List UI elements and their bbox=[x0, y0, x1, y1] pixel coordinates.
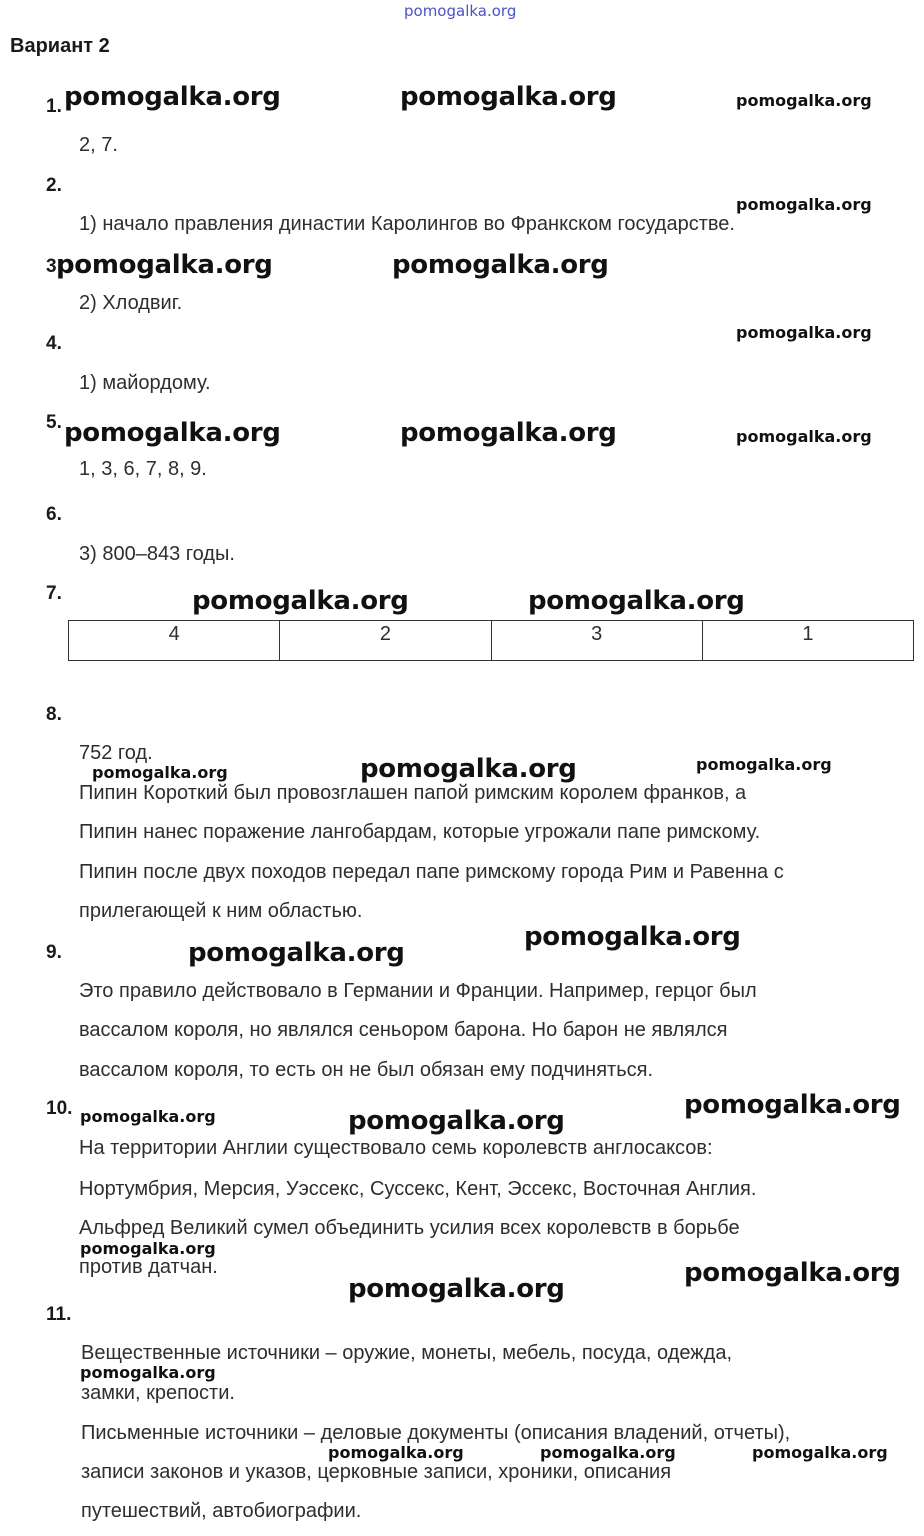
watermark: pomogalka.org bbox=[736, 195, 872, 214]
answer-9-line: вассалом короля, но являлся сеньором барона. Но барон не являлся bbox=[79, 1019, 728, 1041]
question-number-8: 8. bbox=[46, 704, 62, 725]
answer-10-line: На территории Англии существовало семь королевств англосаксов: bbox=[79, 1137, 713, 1159]
answer-10-line: против датчан. bbox=[79, 1256, 218, 1278]
question-number-3: 3 bbox=[46, 256, 57, 277]
watermark: pomogalka.org bbox=[56, 250, 273, 280]
watermark: pomogalka.org bbox=[64, 82, 281, 112]
answer-1: 2, 7. bbox=[79, 134, 118, 156]
watermark: pomogalka.org bbox=[540, 1443, 676, 1462]
question-number-7: 7. bbox=[46, 583, 62, 604]
answer-8-line: прилегающей к ним областью. bbox=[79, 900, 363, 922]
watermark: pomogalka.org bbox=[80, 1107, 216, 1126]
watermark: pomogalka.org bbox=[400, 82, 617, 112]
answer-8-line: Пипин после двух походов передал папе римскому города Рим и Равенна с bbox=[79, 861, 784, 883]
watermark: pomogalka.org bbox=[524, 922, 741, 952]
answer-7-cell: 3 bbox=[491, 621, 702, 661]
answer-6: 3) 800–843 годы. bbox=[79, 543, 235, 565]
watermark: pomogalka.org bbox=[348, 1106, 565, 1136]
answer-8-line: Пипин нанес поражение лангобардам, которые угрожали папе римскому. bbox=[79, 821, 761, 843]
watermark: pomogalka.org bbox=[736, 427, 872, 446]
answer-9-line: Это правило действовало в Германии и Франции. Например, герцог был bbox=[79, 980, 757, 1002]
answer-7-cell: 2 bbox=[280, 621, 491, 661]
watermark: pomogalka.org bbox=[64, 418, 281, 448]
watermark: pomogalka.org bbox=[188, 938, 405, 968]
answer-8-line: Пипин Короткий был провозглашен папой римским королем франков, а bbox=[79, 782, 747, 804]
answer-11-line: путешествий, автобиографии. bbox=[81, 1500, 362, 1522]
answer-11-line: записи законов и указов, церковные записи, хроники, описания bbox=[81, 1461, 672, 1483]
watermark: pomogalka.org bbox=[752, 1443, 888, 1462]
answer-8-line: 752 год. bbox=[79, 742, 153, 764]
answer-3: 2) Хлодвиг. bbox=[79, 292, 183, 314]
watermark: pomogalka.org bbox=[392, 250, 609, 280]
watermark: pomogalka.org bbox=[360, 754, 577, 784]
watermark: pomogalka.org bbox=[736, 91, 872, 110]
answer-5: 1, 3, 6, 7, 8, 9. bbox=[79, 458, 207, 480]
watermark: pomogalka.org bbox=[80, 1239, 216, 1258]
answer-7-cell: 1 bbox=[702, 621, 913, 661]
question-number-1: 1. bbox=[46, 96, 62, 117]
answer-9-line: вассалом короля, то есть он не был обязан ему подчиняться. bbox=[79, 1059, 654, 1081]
answer-11-line: Вещественные источники – оружие, монеты, мебель, посуда, одежда, bbox=[81, 1342, 733, 1364]
answer-7-cell: 4 bbox=[69, 621, 280, 661]
watermark: pomogalka.org bbox=[192, 586, 409, 616]
answer-11-line: Письменные источники – деловые документы (описания владений, отчеты), bbox=[81, 1422, 791, 1444]
watermark: pomogalka.org bbox=[80, 1363, 216, 1382]
question-number-5: 5. bbox=[46, 412, 62, 433]
answer-11-line: замки, крепости. bbox=[81, 1382, 235, 1404]
watermark: pomogalka.org bbox=[684, 1090, 901, 1120]
question-number-4: 4. bbox=[46, 333, 62, 354]
site-header-link[interactable]: pomogalka.org bbox=[404, 2, 517, 20]
watermark: pomogalka.org bbox=[92, 763, 228, 782]
watermark: pomogalka.org bbox=[736, 323, 872, 342]
answer-4: 1) майордому. bbox=[79, 372, 211, 394]
watermark: pomogalka.org bbox=[528, 586, 745, 616]
question-number-10: 10. bbox=[46, 1098, 73, 1119]
question-number-9: 9. bbox=[46, 942, 62, 963]
answer-10-line: Альфред Великий сумел объединить усилия всех королевств в борьбе bbox=[79, 1217, 740, 1239]
watermark: pomogalka.org bbox=[696, 755, 832, 774]
watermark: pomogalka.org bbox=[348, 1274, 565, 1304]
answer-7-table bbox=[68, 620, 914, 661]
answer-2: 1) начало правления династии Каролингов во Франкском государстве. bbox=[79, 213, 735, 235]
question-number-2: 2. bbox=[46, 175, 62, 196]
question-number-6: 6. bbox=[46, 504, 62, 525]
page-title: Вариант 2 bbox=[10, 35, 110, 57]
watermark: pomogalka.org bbox=[684, 1258, 901, 1288]
watermark: pomogalka.org bbox=[400, 418, 617, 448]
question-number-11: 11. bbox=[46, 1304, 72, 1325]
answer-10-line: Нортумбрия, Мерсия, Уэссекс, Суссекс, Кент, Эссекс, Восточная Англия. bbox=[79, 1178, 757, 1200]
watermark: pomogalka.org bbox=[328, 1443, 464, 1462]
